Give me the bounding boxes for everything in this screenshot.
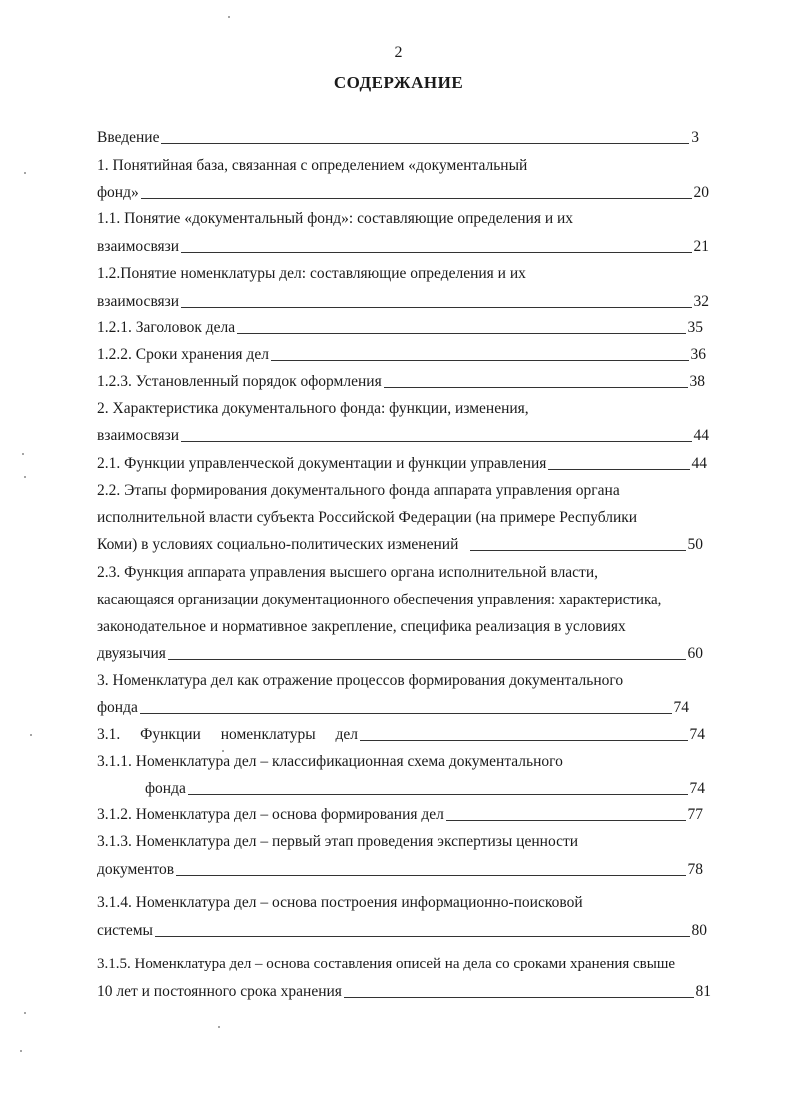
scan-speck (24, 1012, 26, 1014)
leader-line (181, 251, 691, 253)
toc-entry-line: 1.2.Понятие номенклатуры дел: составляющие определения и их (97, 265, 526, 282)
toc-entry-label: Коми) в условиях социально-политических изменений (97, 536, 459, 553)
toc-entry-page: 78 (687, 861, 703, 878)
toc-entry-page: 50 (687, 536, 703, 553)
toc-entry-page: 21 (693, 238, 709, 255)
toc-entry-label: фонда (97, 699, 138, 716)
toc-entry-3-1-5 (97, 982, 711, 1002)
toc-entry-page: 74 (673, 699, 689, 716)
page-number: 2 (394, 44, 403, 61)
toc-entry-line: 1. Понятийная база, связанная с определением «документальный (97, 157, 528, 174)
toc-entry-line: исполнительной власти субъекта Российской Федерации (на примере Республики (97, 509, 638, 526)
leader-line (181, 440, 691, 442)
toc-entry-label: Введение (97, 129, 160, 146)
toc-entry-2-2 (97, 535, 703, 555)
toc-entry-3-1-1 (145, 779, 705, 799)
toc-entry-1-2 (97, 292, 709, 312)
page-title: СОДЕРЖАНИЕ (333, 73, 464, 92)
leader-line (141, 197, 692, 199)
toc-entry-page: 3 (691, 129, 699, 146)
leader-line (446, 819, 686, 821)
toc-entry-page: 60 (687, 645, 703, 662)
toc-entry-1-2-2 (97, 345, 706, 365)
scan-speck (22, 453, 24, 455)
scan-speck (30, 734, 32, 736)
toc-entry-page: 36 (690, 346, 706, 363)
toc-entry-1-2-3 (97, 372, 705, 392)
leader-line (181, 306, 691, 308)
leader-line (344, 996, 694, 998)
leader-line (360, 739, 687, 741)
toc-entry-label: 3.1. Функции номенклатуры дел (97, 726, 359, 743)
toc-entry-page: 81 (695, 983, 711, 1000)
toc-entry-page: 35 (687, 319, 703, 336)
toc-entry-2-3 (97, 644, 703, 664)
toc-entry-line: 3.1.3. Номенклатура дел – первый этап проведения экспертизы ценности (97, 833, 579, 850)
scan-speck (24, 172, 26, 174)
toc-entry-label: фонд» (97, 184, 139, 201)
leader-line (140, 712, 672, 714)
toc-entry-line: касающаяся организации документационного обеспечения управления: характеристика, (97, 592, 662, 608)
toc-entry-label: документов (97, 861, 175, 878)
leader-line (161, 142, 689, 144)
leader-line (155, 935, 690, 937)
scan-speck (24, 476, 26, 478)
scan-speck (222, 750, 224, 752)
leader-line (470, 549, 685, 551)
scan-speck (228, 16, 230, 18)
toc-entry-3-1-4 (97, 921, 707, 941)
leader-line (384, 386, 688, 388)
toc-entry-label: 1.2.1. Заголовок дела (97, 319, 236, 336)
toc-entry-page: 74 (689, 780, 705, 797)
toc-entry-line: 2.3. Функция аппарата управления высшего органа исполнительной власти, (97, 564, 599, 581)
toc-entry-label: взаимосвязи (97, 293, 180, 310)
toc-entry-label: 3.1.2. Номенклатура дел – основа формирования дел (97, 806, 444, 823)
toc-entry-label: системы (97, 922, 153, 939)
toc-entry-page: 80 (691, 922, 707, 939)
toc-entry-3 (97, 698, 689, 718)
scan-speck (20, 1050, 22, 1052)
toc-entry-label: фонда (145, 780, 186, 797)
toc-entry-page: 20 (693, 184, 709, 201)
toc-entry-page: 38 (689, 373, 705, 390)
toc-entry-line: 2. Характеристика документального фонда: функции, изменения, (97, 400, 529, 417)
leader-line (188, 793, 688, 795)
toc-entry-1 (97, 183, 709, 203)
toc-entry-label: взаимосвязи (97, 238, 180, 255)
toc-entry-3-1-3 (97, 860, 703, 880)
toc-entry-page: 44 (693, 427, 709, 444)
leader-line (237, 332, 685, 334)
toc-entry-1-1 (97, 237, 709, 257)
toc-entry-line: законодательное и нормативное закрепление, специфика реализация в условиях (97, 618, 626, 635)
toc-entry-3-1-2 (97, 805, 703, 825)
toc-entry-2-1 (97, 454, 707, 474)
toc-entry-page: 77 (687, 806, 703, 823)
toc-entry-line: 3.1.1. Номенклатура дел – классификационная схема документального (97, 753, 563, 770)
toc-entry-label: 1.2.2. Сроки хранения дел (97, 346, 269, 363)
toc-entry-page: 74 (689, 726, 705, 743)
toc-entry-label: 1.2.3. Установленный порядок оформления (97, 373, 382, 390)
leader-line (176, 874, 685, 876)
toc-entry-line: 2.2. Этапы формирования документального фонда аппарата управления органа (97, 482, 620, 499)
toc-entry-1-2-1 (97, 318, 703, 338)
leader-line (548, 468, 689, 470)
scan-speck (218, 1026, 220, 1028)
toc-entry-page: 44 (691, 455, 707, 472)
toc-entry-3-1 (97, 725, 705, 745)
toc-entry-line: 3.1.4. Номенклатура дел – основа построения информационно-поисковой (97, 894, 583, 911)
toc-entry-label: 2.1. Функции управленческой документации и функции управления (97, 455, 547, 472)
toc-entry-line: 3. Номенклатура дел как отражение процессов формирования документального (97, 672, 624, 689)
toc-entry-page: 32 (693, 293, 709, 310)
leader-line (168, 658, 686, 660)
toc-entry-line: 1.1. Понятие «документальный фонд»: составляющие определения и их (97, 210, 574, 227)
toc-entry-line: 3.1.5. Номенклатура дел – основа составления описей на дела со сроками хранения свыше (97, 956, 676, 972)
toc-entry-2 (97, 426, 709, 446)
toc-entry-label: двуязычия (97, 645, 166, 662)
toc-entry-intro (97, 128, 699, 148)
toc-entry-label: взаимосвязи (97, 427, 180, 444)
leader-line (271, 359, 689, 361)
toc-entry-label: 10 лет и постоянного срока хранения (97, 983, 342, 1000)
